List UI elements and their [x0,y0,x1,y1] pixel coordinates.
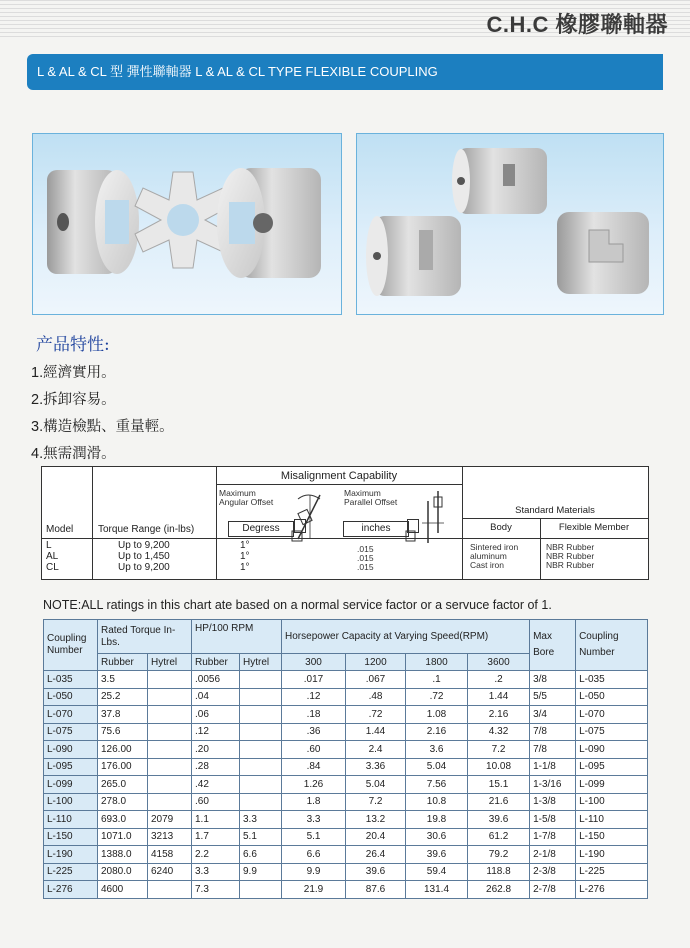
table-cell: 3/8 [530,671,576,689]
torque-range-header: Torque Range (in-lbs) [98,524,195,535]
table-cell: 5.1 [282,828,346,846]
table-row [44,846,648,864]
table-row [44,723,648,741]
table-cell: L-110 [576,811,648,829]
table-cell: L-095 [44,758,98,776]
table-cell: 6.6 [240,846,282,864]
table-cell: 13.2 [346,811,406,829]
speed-300-header: 300 [282,654,346,671]
table-cell: L-190 [44,846,98,864]
table-cell: .0056 [192,671,240,689]
table-cell: 262.8 [468,881,530,899]
body-header: Body [490,522,512,533]
speed-1800-header: 1800 [406,654,468,671]
table-cell: L-099 [44,776,98,794]
table-cell: 118.8 [468,863,530,881]
table-cell [240,793,282,811]
table-cell: 7.56 [406,776,468,794]
table-cell: L-050 [44,688,98,706]
table-cell: L-070 [576,706,648,724]
spec-torque: Up to 9,200 [118,562,170,573]
coupling-number-header: Coupling Number [44,620,98,671]
hytrel-hp-header: Hytrel [240,654,282,671]
table-cell [240,881,282,899]
table-cell: .06 [192,706,240,724]
table-cell: 3.36 [346,758,406,776]
table-cell: 61.2 [468,828,530,846]
table-row [44,793,648,811]
coupling-parts-photo [32,133,342,315]
table-cell: L-150 [576,828,648,846]
table-cell: L-190 [576,846,648,864]
spec-body: Cast iron [470,560,505,570]
table-cell: 3.3 [192,863,240,881]
table-cell: .017 [282,671,346,689]
table-row [44,706,648,724]
table-cell [148,688,192,706]
feature-item: 2.拆卸容易。 [31,392,116,408]
table-cell [148,723,192,741]
table-cell: 79.2 [468,846,530,864]
table-cell: 5.04 [346,776,406,794]
table-cell [240,671,282,689]
angular-offset-label: Maximum Angular Offset [219,488,274,507]
table-cell: .20 [192,741,240,759]
table-cell: .18 [282,706,346,724]
spec-torque: Up to 9,200 [118,540,170,551]
table-cell [240,706,282,724]
table-cell: L-225 [44,863,98,881]
table-cell [148,776,192,794]
table-cell: 37.8 [98,706,148,724]
section-banner: L & AL & CL 型 彈性聯軸器 L & AL & CL TYPE FLEXIBLE COUPLING [27,54,663,90]
table-cell: .1 [406,671,468,689]
table-cell: L-225 [576,863,648,881]
table-cell: 1388.0 [98,846,148,864]
table-cell: L-100 [44,793,98,811]
table-cell: 1-7/8 [530,828,576,846]
rubber-header: Rubber [98,654,148,671]
parallel-unit-label: inches [343,521,409,537]
table-cell: 278.0 [98,793,148,811]
table-cell: 39.6 [468,811,530,829]
rubber-hp-header: Rubber [192,654,240,671]
table-cell: 4158 [148,846,192,864]
feature-item: 1.經濟實用。 [31,365,116,381]
table-cell: .60 [282,741,346,759]
spec-model: L [46,540,52,551]
table-cell: 7.2 [468,741,530,759]
table-cell: L-276 [44,881,98,899]
table-cell: 4600 [98,881,148,899]
table-cell: 30.6 [406,828,468,846]
angular-unit-label: Degress [228,521,294,537]
table-cell: .48 [346,688,406,706]
table-cell: 1-3/8 [530,793,576,811]
table-row [44,776,648,794]
table-cell: .72 [346,706,406,724]
table-cell: 1071.0 [98,828,148,846]
table-cell: 2-3/8 [530,863,576,881]
table-cell [240,776,282,794]
ratings-note: NOTE:ALL ratings in this chart ate based on a normal service factor or a servuce factor of 1. [43,598,552,612]
misalignment-spec-table [41,466,649,580]
table-cell: 20.4 [346,828,406,846]
table-cell: 21.6 [468,793,530,811]
table-cell: L-150 [44,828,98,846]
coupling-number-right-header: Coupling Number [576,620,648,671]
table-cell: 3.5 [98,671,148,689]
table-cell: 2080.0 [98,863,148,881]
feature-item: 4.無需潤滑。 [31,446,116,462]
table-cell: 3.3 [240,811,282,829]
table-cell: 9.9 [282,863,346,881]
table-cell: L-090 [44,741,98,759]
standard-materials-header: Standard Materials [515,505,595,516]
table-cell: 2.16 [406,723,468,741]
spec-model: AL [46,551,59,562]
table-cell: 1.8 [282,793,346,811]
table-cell: 7.3 [192,881,240,899]
table-cell: 2.4 [346,741,406,759]
spec-angle: 1° [240,562,250,573]
spec-flex: NBR Rubber [546,542,595,552]
spec-torque: Up to 1,450 [118,551,170,562]
table-cell: 1.26 [282,776,346,794]
table-cell: L-075 [576,723,648,741]
table-cell: 5.1 [240,828,282,846]
spec-flex: NBR Rubber [546,560,595,570]
table-cell: 15.1 [468,776,530,794]
table-cell: .60 [192,793,240,811]
table-cell: 1.44 [468,688,530,706]
table-cell [240,741,282,759]
spec-parallel: .015 [357,553,374,563]
table-cell: 1-3/16 [530,776,576,794]
table-cell: .42 [192,776,240,794]
table-cell: L-100 [576,793,648,811]
table-cell: 1.44 [346,723,406,741]
table-cell: 2-1/8 [530,846,576,864]
table-cell: 6240 [148,863,192,881]
spec-angle: 1° [240,540,250,551]
table-cell: .2 [468,671,530,689]
table-cell: 2079 [148,811,192,829]
table-cell [148,793,192,811]
table-cell: 5/5 [530,688,576,706]
table-cell: 1.08 [406,706,468,724]
table-cell: 39.6 [346,863,406,881]
table-cell: L-099 [576,776,648,794]
table-row [44,671,648,689]
table-cell: 126.00 [98,741,148,759]
table-cell: 7.2 [346,793,406,811]
table-cell [240,723,282,741]
table-cell: 87.6 [346,881,406,899]
parallel-offset-label: Maximum Parallel Offset [344,488,398,507]
table-cell: 2.2 [192,846,240,864]
model-header: Model [46,524,74,535]
table-cell: 2.16 [468,706,530,724]
rated-torque-header: Rated Torque In-Lbs. [98,620,192,654]
spec-body: aluminum [470,551,507,561]
table-cell [240,688,282,706]
table-cell: 10.8 [406,793,468,811]
table-cell: L-110 [44,811,98,829]
table-cell: .067 [346,671,406,689]
speed-3600-header: 3600 [468,654,530,671]
spec-model: CL [46,562,59,573]
table-cell: .12 [282,688,346,706]
table-cell: 2-7/8 [530,881,576,899]
speed-1200-header: 1200 [346,654,406,671]
table-cell: 7/8 [530,723,576,741]
table-cell [148,881,192,899]
table-cell: 3.6 [406,741,468,759]
table-cell: 26.4 [346,846,406,864]
table-cell: L-070 [44,706,98,724]
table-cell: L-075 [44,723,98,741]
spec-parallel: .015 [357,562,374,572]
assembled-coupling-photo [356,133,664,315]
table-cell [148,671,192,689]
spec-angle: 1° [240,551,250,562]
table-cell: .36 [282,723,346,741]
table-cell: 9.9 [240,863,282,881]
features-heading: 产品特性: [36,335,110,355]
hytrel-header: Hytrel [148,654,192,671]
table-cell: 1-1/8 [530,758,576,776]
spec-body: Sintered iron [470,542,519,552]
table-cell: .04 [192,688,240,706]
table-cell: 131.4 [406,881,468,899]
table-cell: 21.9 [282,881,346,899]
table-row [44,828,648,846]
hp100-header: HP/100 RPM [192,620,282,654]
table-cell: 4.32 [468,723,530,741]
spec-flex: NBR Rubber [546,551,595,561]
table-cell: 6.6 [282,846,346,864]
table-cell: L-035 [44,671,98,689]
table-cell: 693.0 [98,811,148,829]
table-cell [240,758,282,776]
table-cell: .28 [192,758,240,776]
table-cell: L-090 [576,741,648,759]
hp-capacity-header: Horsepower Capacity at Varying Speed(RPM) [282,620,530,654]
table-cell [148,741,192,759]
table-cell: 59.4 [406,863,468,881]
table-cell: 10.08 [468,758,530,776]
table-cell: 39.6 [406,846,468,864]
table-cell: 1-5/8 [530,811,576,829]
table-cell: 7/8 [530,741,576,759]
table-cell: 3.3 [282,811,346,829]
table-cell: .12 [192,723,240,741]
table-cell: 3213 [148,828,192,846]
table-cell: 75.6 [98,723,148,741]
flexible-member-header: Flexible Member [558,522,630,533]
table-cell: L-035 [576,671,648,689]
table-cell: 3/4 [530,706,576,724]
max-bore-header: Max Bore [530,620,576,671]
feature-item: 3.構造檢點、重量輕。 [31,419,174,435]
angular-offset-diagram [280,487,340,547]
table-cell: 1.7 [192,828,240,846]
table-cell: 5.04 [406,758,468,776]
table-cell: 265.0 [98,776,148,794]
misalignment-header: Misalignment Capability [280,470,398,482]
table-cell [148,706,192,724]
table-row [44,863,648,881]
table-cell [148,758,192,776]
table-cell: L-276 [576,881,648,899]
table-cell: .72 [406,688,468,706]
table-cell: 25.2 [98,688,148,706]
table-row [44,811,648,829]
brand-title: C.H.C 橡膠聯軸器 [486,12,668,37]
table-row [44,688,648,706]
parallel-offset-diagram [404,487,460,547]
spec-parallel: .015 [357,544,374,554]
table-cell: L-050 [576,688,648,706]
table-cell: .84 [282,758,346,776]
table-cell: 19.8 [406,811,468,829]
table-cell: 1.1 [192,811,240,829]
table-row [44,758,648,776]
table-row [44,881,648,899]
coupling-ratings-table [43,619,648,899]
table-row [44,741,648,759]
table-cell: L-095 [576,758,648,776]
table-cell: 176.00 [98,758,148,776]
